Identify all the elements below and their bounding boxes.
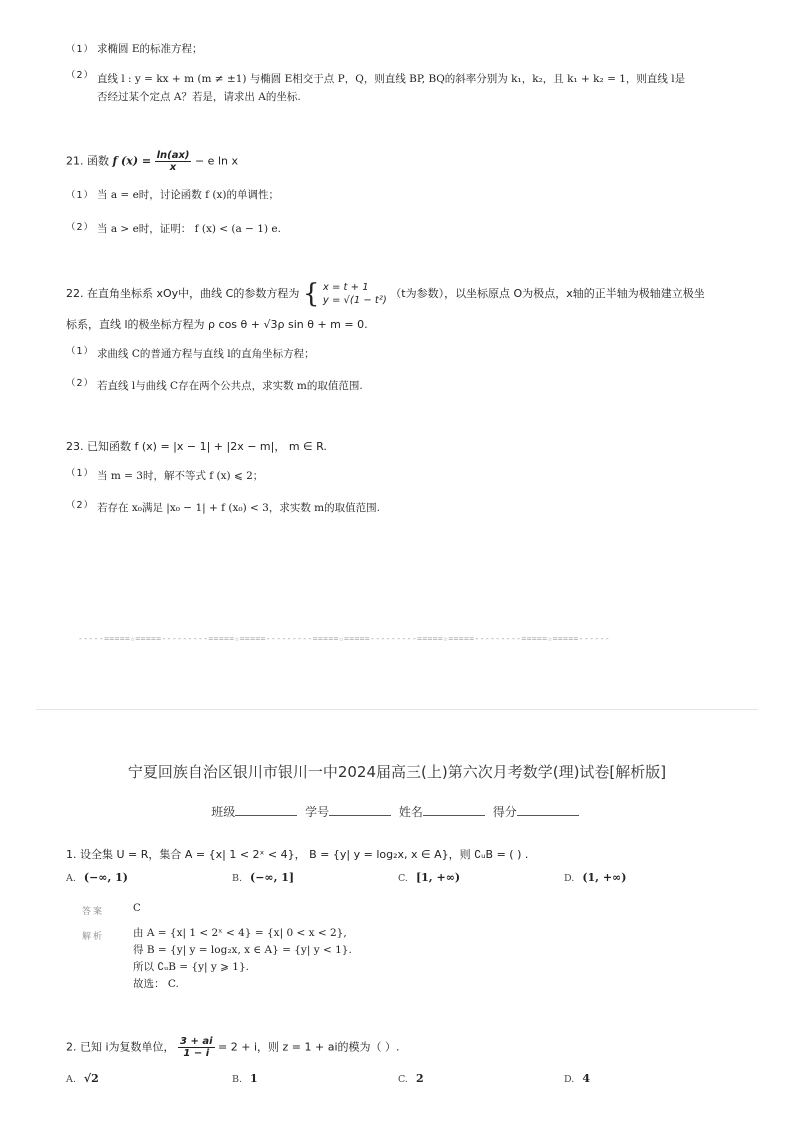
option-label: C. <box>398 1074 408 1085</box>
analysis-line: 得 B = {y| y = log₂x, x ∈ A} = {y| y < 1}. <box>133 944 352 956</box>
stem-prefix: 22. 在直角坐标系 xOy中，曲线 C的参数方程为 <box>66 287 300 300</box>
stem-text: 1. 设全集 U = R，集合 A = {x| 1 < 2ˣ < 4}， B = {y| y = log₂x, x ∈ A}，则 ∁ᵤB = ( ) . <box>66 848 529 861</box>
fraction-denominator: x <box>169 162 177 173</box>
option-label: D. <box>564 1074 575 1085</box>
part-number: （1） <box>66 44 95 55</box>
option-text: 2 <box>415 1072 424 1085</box>
answer-label: 答案 <box>82 907 105 917</box>
p2-option-c <box>398 1072 424 1085</box>
stem-suffix: = 2 + i，则 z = 1 + ai的模为（ ）. <box>218 1040 400 1054</box>
option-label: A. <box>66 1074 76 1085</box>
part-text: 当 a = e时，讨论函数 f (x)的单调性； <box>97 189 279 201</box>
q23-stem <box>66 438 327 454</box>
option-label: B. <box>232 873 243 884</box>
part-text: 若存在 x₀满足 |x₀ − 1| + f (x₀) < 3，求实数 m的取值范围. <box>97 502 380 514</box>
q22-stem-line1 <box>66 281 705 307</box>
stem-suffix: − e ln x <box>194 154 238 168</box>
equation-y: y = √(1 − t²) <box>322 295 387 306</box>
answer-value: C <box>133 903 141 914</box>
stem-prefix: 21. 函数 <box>66 154 109 168</box>
q21-stem <box>66 150 238 173</box>
p1-stem <box>66 846 528 862</box>
part-number: （2） <box>66 222 95 233</box>
name-blank <box>423 803 485 816</box>
name-label: 姓名 <box>398 805 423 819</box>
part-text: 当 m = 3时，解不等式 f (x) ⩽ 2； <box>97 470 264 482</box>
option-text: (−∞, 1) <box>83 871 128 884</box>
option-label: D. <box>564 873 575 884</box>
class-blank <box>235 803 297 816</box>
option-label: A. <box>66 873 76 884</box>
option-label: B. <box>232 1074 243 1085</box>
section-divider: -----=====☆=====---------=====☆=====---------=====☆=====---------=====☆=====---------=====☆=====------ <box>78 634 611 643</box>
p1-option-b <box>232 871 294 884</box>
fraction <box>155 150 192 173</box>
option-text: 1 <box>250 1072 258 1085</box>
part-text: 求椭圆 E的标准方程； <box>97 43 203 55</box>
student-info-fields <box>0 803 794 820</box>
part-number: （1） <box>66 468 95 479</box>
student-id-label: 学号 <box>305 805 330 819</box>
score-blank <box>517 803 579 816</box>
stem-text: 23. 已知函数 f (x) = |x − 1| + |2x − m|， m ∈ R. <box>66 440 327 453</box>
option-text: (1, +∞) <box>582 871 627 884</box>
option-label: C. <box>398 873 408 884</box>
option-text: (−∞, 1] <box>250 871 295 884</box>
p1-option-d <box>564 871 626 884</box>
class-label: 班级 <box>211 805 236 819</box>
stem-prefix: 2. 已知 i为复数单位， <box>66 1040 175 1054</box>
analysis-label: 解析 <box>82 932 105 942</box>
part-number: （1） <box>66 346 95 357</box>
stem-fx: f (x) = <box>112 154 152 168</box>
exam-title: 宁夏回族自治区银川市银川一中2024届高三(上)第六次月考数学(理)试卷[解析版] <box>127 763 667 781</box>
option-text: √2 <box>83 1072 99 1085</box>
p2-option-b <box>232 1072 258 1085</box>
part-number: （2） <box>66 70 95 81</box>
part-number: （2） <box>66 378 95 389</box>
p2-stem <box>66 1036 400 1059</box>
analysis-line: 故选： C. <box>133 978 179 990</box>
p2-option-d <box>564 1072 590 1085</box>
analysis-line: 由 A = {x| 1 < 2ˣ < 4} = {x| 0 < x < 2}, <box>133 927 347 939</box>
option-text: [1, +∞) <box>415 871 461 884</box>
part-number: （1） <box>66 190 95 201</box>
part-text: 若直线 l与曲线 C存在两个公共点，求实数 m的取值范围. <box>97 380 363 392</box>
p2-option-a <box>66 1072 99 1085</box>
brace-glyph: { <box>302 279 320 309</box>
option-text: 4 <box>582 1072 590 1085</box>
part-text-line2: 否经过某个定点 A？若是，请求出 A的坐标. <box>97 91 301 103</box>
equation-x: x = t + 1 <box>322 282 369 293</box>
fraction-numerator: 3 + ai <box>180 1036 213 1047</box>
student-id-blank <box>329 803 391 816</box>
part-text: 求曲线 C的普通方程与直线 l的直角坐标方程； <box>97 348 315 360</box>
p1-option-a <box>66 871 128 884</box>
part-text: 当 a > e时，证明： f (x) < (a − 1) e. <box>97 223 281 235</box>
part-number: （2） <box>66 500 95 511</box>
fraction-denominator: 1 − i <box>183 1048 210 1059</box>
score-label: 得分 <box>492 805 517 819</box>
page-break-line <box>36 709 758 710</box>
q22-stem-line2 <box>66 316 368 332</box>
fraction <box>178 1036 214 1059</box>
stem-line2-text: 标系，直线 l的极坐标方程为 ρ cos θ + √3ρ sin θ + m = 0. <box>66 318 368 331</box>
p1-option-c <box>398 871 460 884</box>
fraction-numerator: ln(ax) <box>156 150 190 161</box>
analysis-line: 所以 ∁ᵤB = {y| y ⩾ 1}. <box>133 961 249 973</box>
stem-mid: （t为参数），以坐标原点 O为极点，x轴的正半轴为极轴建立极坐 <box>390 287 705 300</box>
part-text-line1: 直线 l : y = kx + m (m ≠ ±1) 与椭圆 E相交于点 P，Q，则直线 BP, BQ的斜率分别为 k₁，k₂，且 k₁ + k₂ = 1，则直线 l是 <box>97 73 686 85</box>
equation-system <box>323 281 387 307</box>
